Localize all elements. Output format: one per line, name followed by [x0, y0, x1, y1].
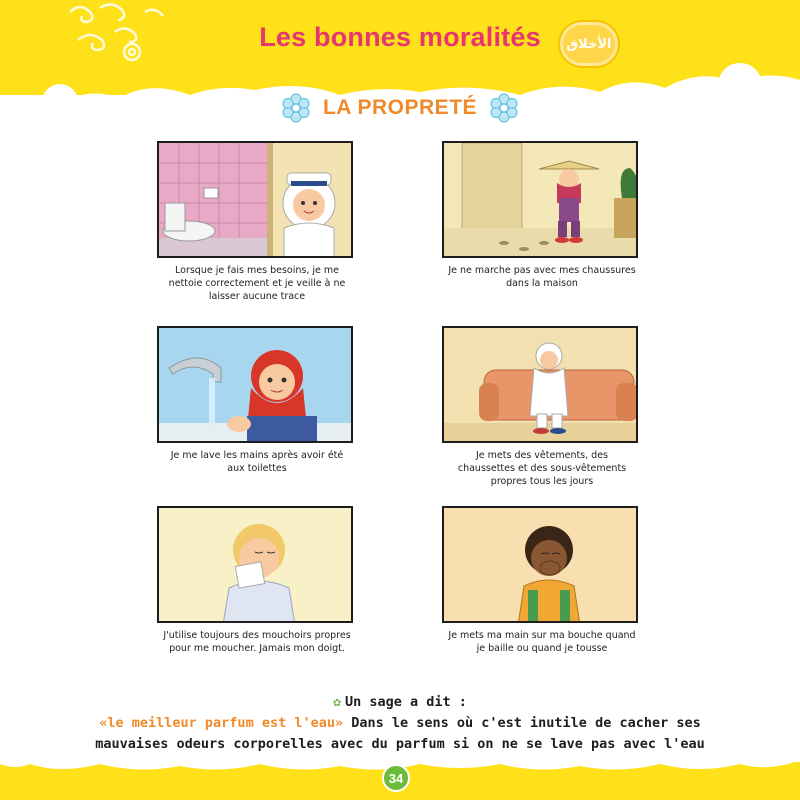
card-no-shoes — [442, 141, 642, 290]
card-caption: Je mets ma main sur ma bouche quand je baille ou quand je tousse — [448, 630, 636, 654]
yawn-scene — [444, 508, 638, 623]
illustration-sofa — [442, 326, 638, 443]
bathroom-scene — [159, 143, 353, 258]
quote-intro-line — [333, 692, 467, 713]
card-clean-clothes — [442, 326, 642, 488]
section-heading — [0, 88, 800, 128]
illustration-bathroom — [157, 141, 353, 258]
quote-line1-rest: Dans le sens où c'est inutile de cacher ses — [343, 715, 701, 731]
card-toilet-hygiene — [157, 141, 357, 303]
illustration-sink — [157, 326, 353, 443]
illustration-yawn — [442, 506, 638, 623]
quote-intro: Un sage a dit : — [344, 694, 467, 710]
section-title: LA PROPRETÉ — [322, 96, 478, 119]
quote-highlight: «le meilleur parfum est l'eau» — [99, 715, 344, 731]
tissue-scene — [159, 508, 353, 623]
card-caption: J'utilise toujours des mouchoirs propres pour me moucher. Jamais mon doigt. — [163, 630, 351, 654]
sink-scene — [159, 328, 353, 443]
card-caption: Je me lave les mains après avoir été aux toilettes — [170, 450, 344, 474]
page-number: 34 — [382, 764, 410, 792]
card-caption: Lorsque je fais mes besoins, je me nettoie correctement et je veille à ne laisser aucune trace — [168, 265, 346, 302]
card-wash-hands — [157, 326, 357, 475]
quote-line-1 — [0, 713, 800, 734]
card-handkerchief — [157, 506, 357, 655]
arabic-badge: الأخلاق — [560, 22, 618, 66]
quote-line-2: mauvaises odeurs corporelles avec du parfum si on ne se lave pas avec l'eau — [95, 736, 705, 752]
quote-block — [0, 692, 800, 755]
illustration-tissue — [157, 506, 353, 623]
clover-icon: ✿ — [333, 695, 341, 710]
snowflake-icon-left — [279, 91, 313, 125]
page-title: Les bonnes moralités — [259, 22, 541, 52]
illustration-entrance — [442, 141, 638, 258]
entrance-scene — [444, 143, 638, 258]
card-cover-mouth — [442, 506, 642, 655]
sofa-scene — [444, 328, 638, 443]
card-caption: Je ne marche pas avec mes chaussures dans la maison — [448, 265, 636, 289]
card-caption: Je mets des vêtements, des chaussettes et des sous-vêtements propres tous les jours — [457, 450, 627, 487]
snowflake-icon-right — [487, 91, 521, 125]
